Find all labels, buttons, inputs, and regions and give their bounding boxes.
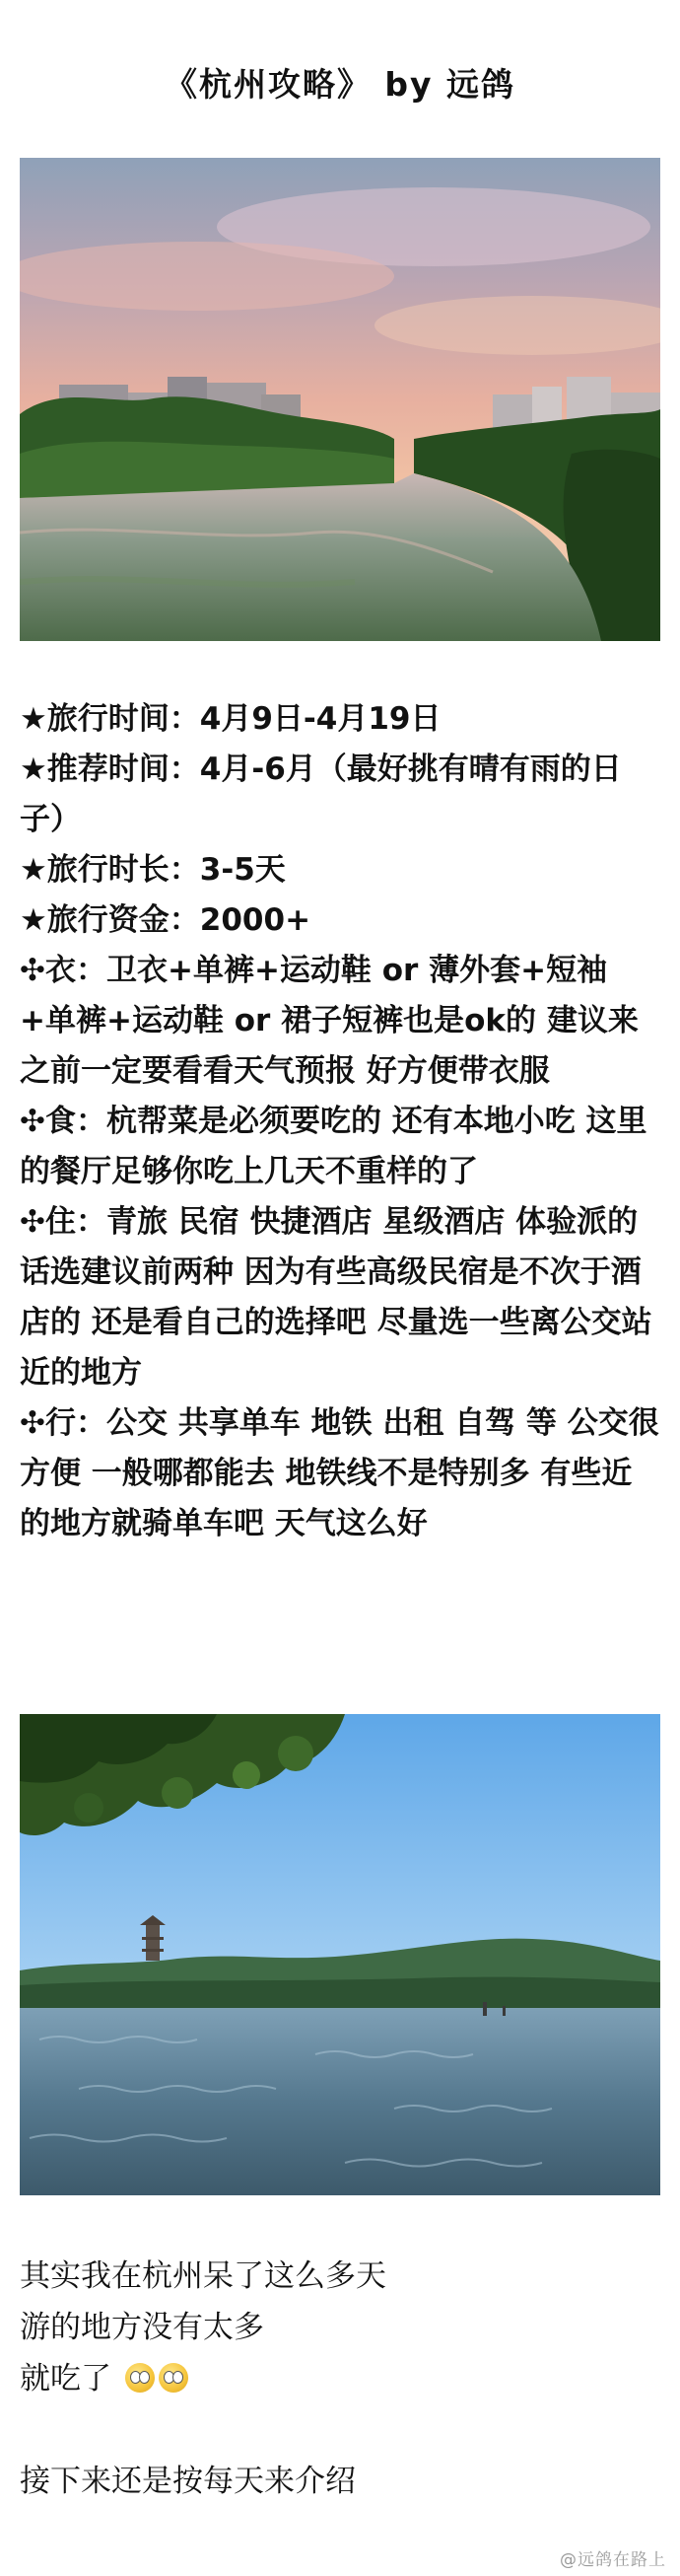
recommend-time: ★推荐时间：4月-6月（最好挑有晴有雨的日子） [20, 751, 622, 837]
river-sunset-photo [20, 158, 660, 641]
travel-time: ★旅行时间：4月9日-4月19日 [20, 701, 442, 737]
outro-text [20, 2251, 386, 2507]
flushed-face-icon [125, 2363, 155, 2393]
travel-info [20, 694, 662, 1549]
outro-line-3 [20, 2353, 386, 2404]
food-tip: ✣食：杭帮菜是必须要吃的 还有本地小吃 这里的餐厅足够你吃上几天不重样的了 [20, 1104, 647, 1189]
outro-line-1: 其实我在杭州呆了这么多天 [20, 2258, 386, 2294]
stay-tip: ✣住：青旅 民宿 快捷酒店 星级酒店 体验派的话选建议前两种 因为有些高级民宿是不次于酒店的 还是看自己的选择吧 尽量选一些离公交站近的地方 [20, 1204, 652, 1391]
outro-line-4: 接下来还是按每天来介绍 [20, 2464, 356, 2499]
outro-line-3-text: 就吃了 [20, 2361, 111, 2397]
transport-tip: ✣行：公交 共享单车 地铁 出租 自驾 等 公交很方便 一般哪都能去 地铁线不是特别多 有些近的地方就骑单车吧 天气这么好 [20, 1405, 659, 1541]
page-title: 《杭州攻略》 by 远鸽 [164, 65, 516, 104]
clothing-tip: ✣衣：卫衣+单裤+运动鞋 or 薄外套+短袖+单裤+运动鞋 or 裙子短裤也是ok的 建议来之前一定要看看天气预报 好方便带衣服 [20, 953, 639, 1089]
outro-line-2: 游的地方没有太多 [20, 2310, 264, 2345]
west-lake-photo [20, 1714, 660, 2195]
travel-duration: ★旅行时长：3-5天 [20, 852, 286, 888]
travel-budget: ★旅行资金：2000+ [20, 902, 311, 938]
weibo-watermark: @远鸽在路上 [560, 2550, 666, 2570]
flushed-face-icon [159, 2363, 188, 2393]
